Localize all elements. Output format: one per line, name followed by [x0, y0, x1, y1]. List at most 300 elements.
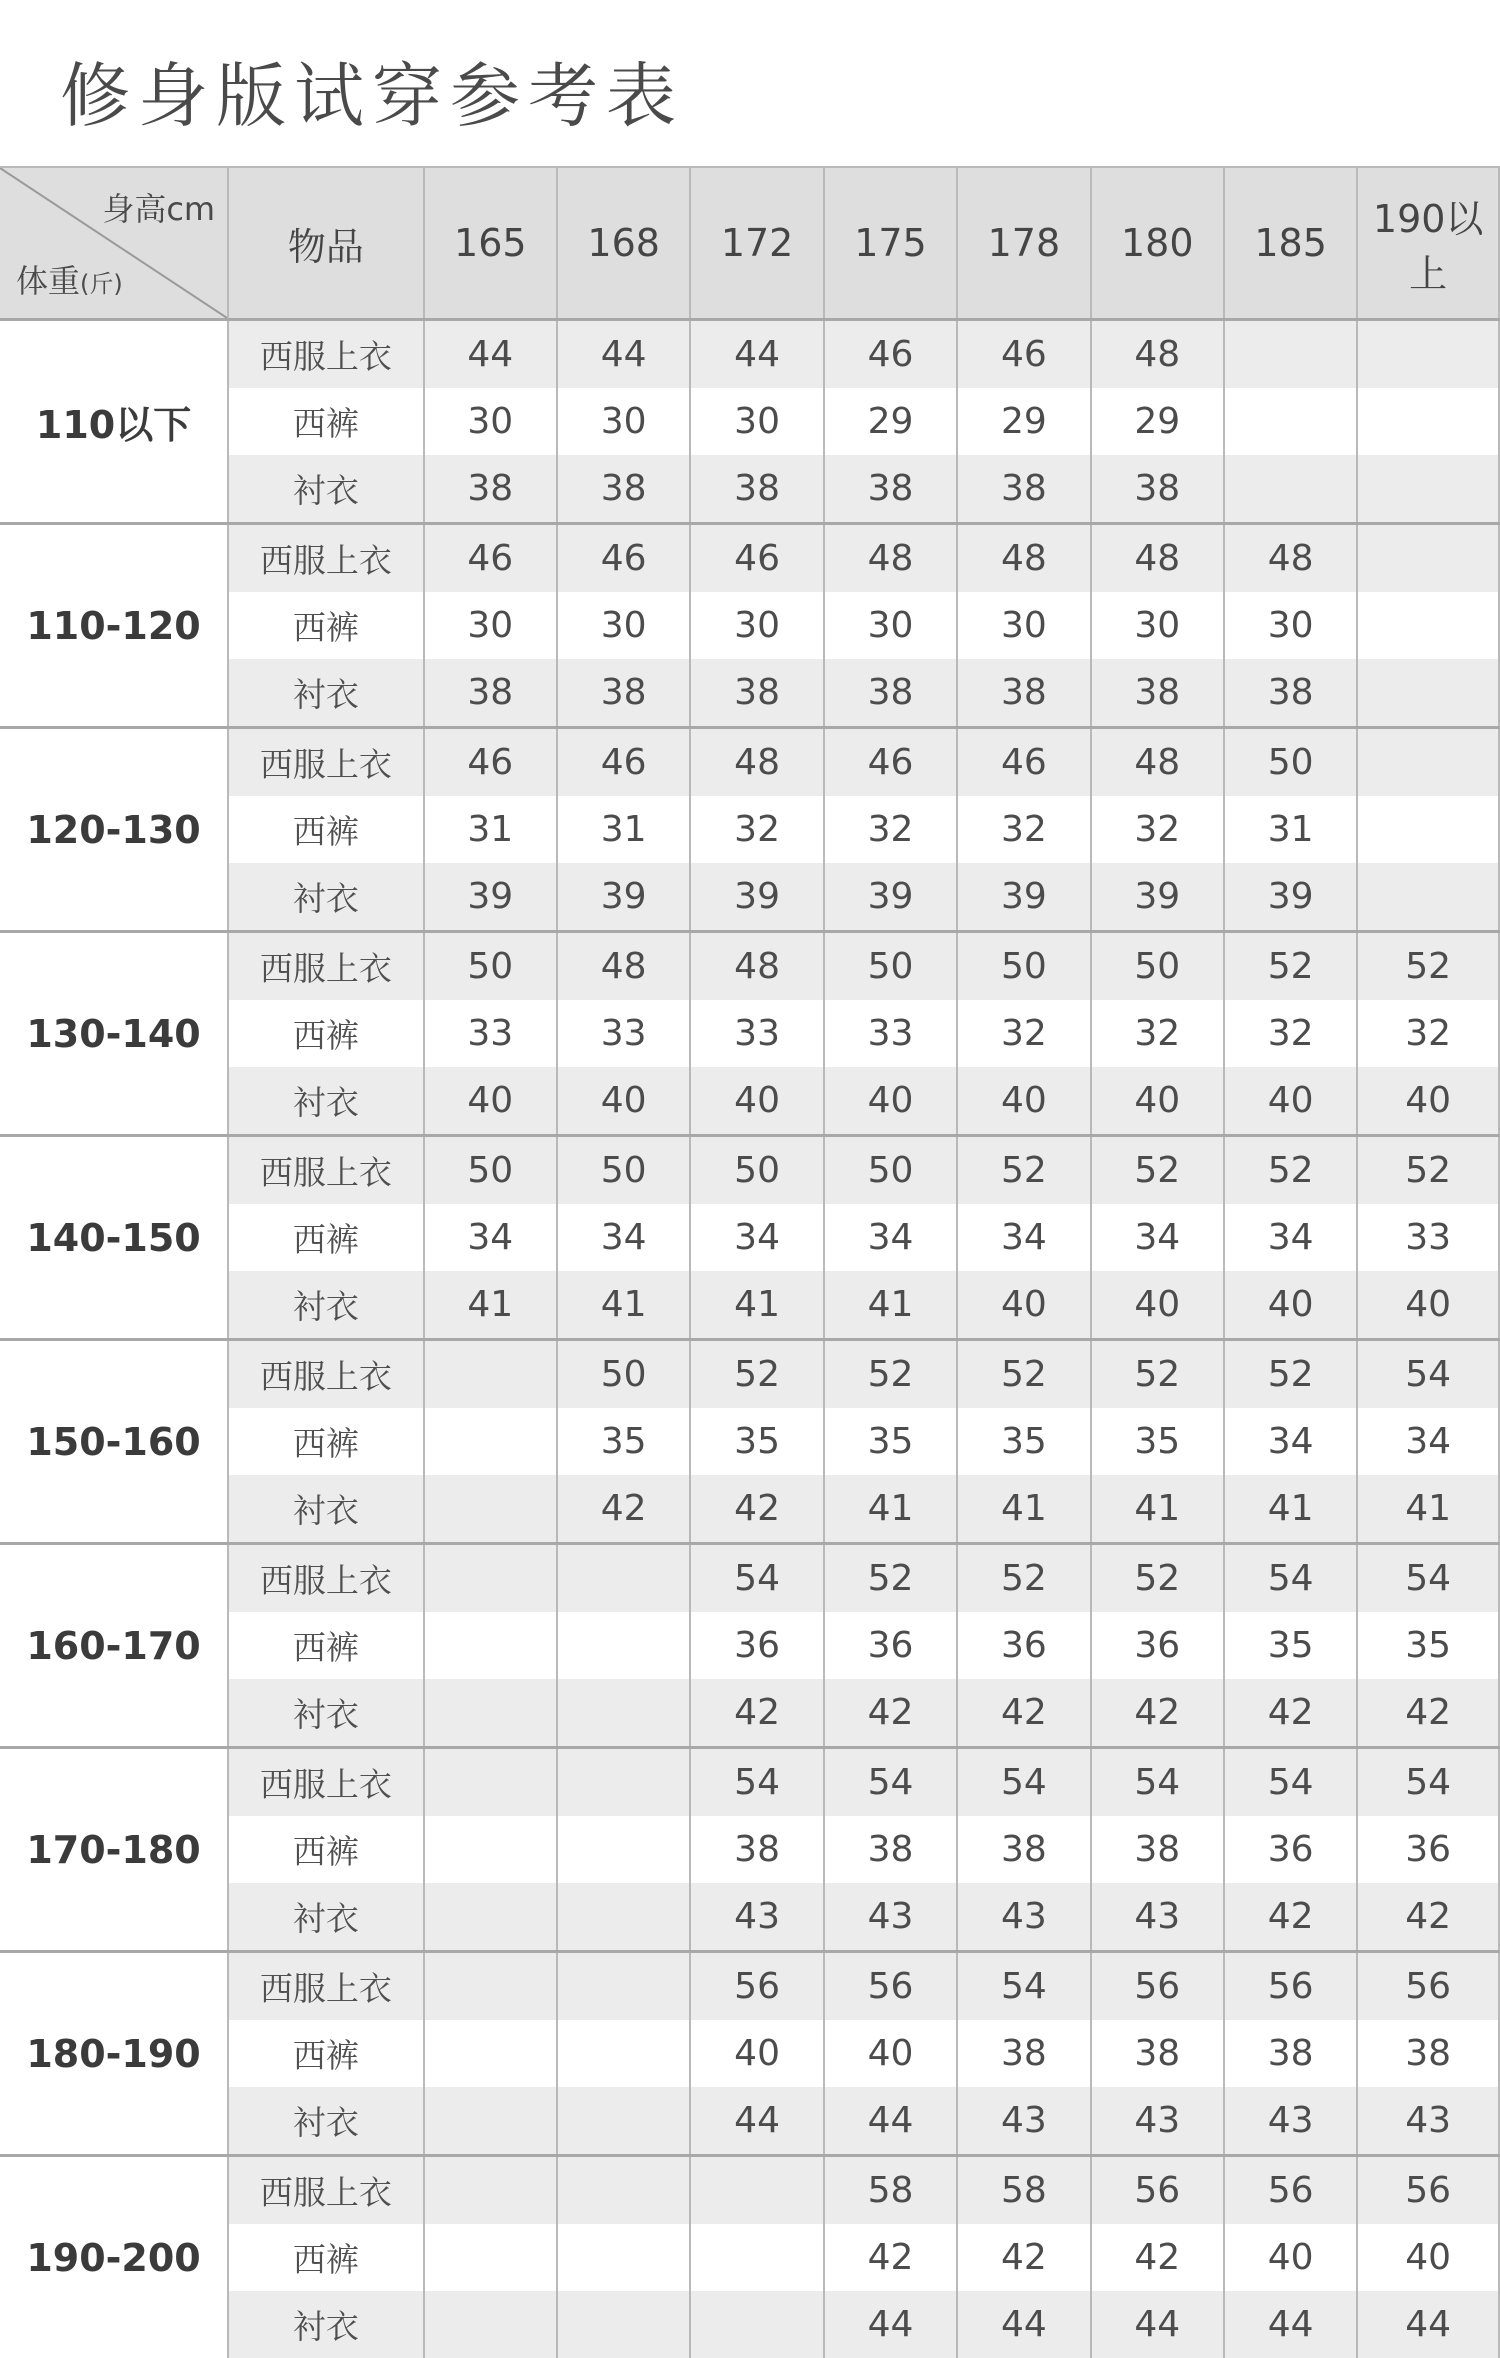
- height-column-header: 185: [1224, 167, 1357, 320]
- size-value-cell: [557, 1544, 690, 1613]
- size-value-cell: 48: [557, 932, 690, 1001]
- size-value-cell: 36: [1357, 1816, 1499, 1883]
- size-value-cell: 52: [1224, 932, 1357, 1001]
- size-value-cell: 54: [957, 1952, 1090, 2021]
- size-value-cell: 42: [1357, 1679, 1499, 1748]
- size-value-cell: 33: [424, 1000, 557, 1067]
- size-value-cell: 58: [824, 2156, 957, 2225]
- size-value-cell: [424, 1816, 557, 1883]
- size-value-cell: 29: [824, 388, 957, 455]
- size-value-cell: 56: [1224, 2156, 1357, 2225]
- size-value-cell: 29: [1091, 388, 1224, 455]
- size-value-cell: 43: [1091, 1883, 1224, 1952]
- size-value-cell: 43: [957, 2087, 1090, 2156]
- size-value-cell: 56: [1357, 1952, 1499, 2021]
- size-value-cell: 36: [824, 1612, 957, 1679]
- size-value-cell: 46: [824, 320, 957, 389]
- size-value-cell: [1357, 320, 1499, 389]
- size-value-cell: 40: [1091, 1067, 1224, 1136]
- size-value-cell: 40: [957, 1067, 1090, 1136]
- weight-range-cell: 130-140: [0, 932, 228, 1136]
- size-value-cell: [424, 2224, 557, 2291]
- size-value-cell: 38: [557, 659, 690, 728]
- item-name-cell: 衬衣: [228, 1271, 424, 1340]
- item-name-cell: 衬衣: [228, 1067, 424, 1136]
- size-value-cell: 41: [1091, 1475, 1224, 1544]
- size-value-cell: 35: [957, 1408, 1090, 1475]
- size-value-cell: [1224, 320, 1357, 389]
- size-value-cell: [1357, 388, 1499, 455]
- weight-range-cell: 120-130: [0, 728, 228, 932]
- size-value-cell: [424, 1883, 557, 1952]
- table-row: [0, 728, 1499, 797]
- size-value-cell: 44: [690, 320, 823, 389]
- size-value-cell: 38: [824, 455, 957, 524]
- item-name-cell: 西服上衣: [228, 1748, 424, 1817]
- size-value-cell: 32: [1091, 1000, 1224, 1067]
- size-value-cell: 35: [1091, 1408, 1224, 1475]
- size-value-cell: 44: [424, 320, 557, 389]
- size-value-cell: 56: [690, 1952, 823, 2021]
- size-value-cell: 48: [1224, 524, 1357, 593]
- size-value-cell: 31: [424, 796, 557, 863]
- size-value-cell: 50: [557, 1340, 690, 1409]
- size-value-cell: 30: [690, 388, 823, 455]
- size-value-cell: 42: [957, 2224, 1090, 2291]
- size-value-cell: 56: [1091, 1952, 1224, 2021]
- size-value-cell: 39: [824, 863, 957, 932]
- size-value-cell: 48: [1091, 524, 1224, 593]
- size-value-cell: 30: [424, 592, 557, 659]
- size-value-cell: [424, 1408, 557, 1475]
- size-value-cell: 43: [1357, 2087, 1499, 2156]
- size-value-cell: 36: [957, 1612, 1090, 1679]
- item-name-cell: 西服上衣: [228, 1952, 424, 2021]
- item-name-cell: 衬衣: [228, 1679, 424, 1748]
- size-value-cell: 32: [690, 796, 823, 863]
- size-value-cell: [557, 1816, 690, 1883]
- size-value-cell: 52: [957, 1340, 1090, 1409]
- size-value-cell: 50: [957, 932, 1090, 1001]
- table-header-row: [0, 167, 1499, 320]
- size-value-cell: 40: [1224, 2224, 1357, 2291]
- item-name-cell: 西裤: [228, 2224, 424, 2291]
- size-value-cell: 54: [1224, 1544, 1357, 1613]
- size-value-cell: 34: [424, 1204, 557, 1271]
- size-value-cell: 44: [690, 2087, 823, 2156]
- size-value-cell: 32: [824, 796, 957, 863]
- size-value-cell: 54: [690, 1544, 823, 1613]
- size-value-cell: 50: [1091, 932, 1224, 1001]
- item-name-cell: 西服上衣: [228, 524, 424, 593]
- table-row: [0, 1544, 1499, 1613]
- size-value-cell: 43: [957, 1883, 1090, 1952]
- size-value-cell: 39: [557, 863, 690, 932]
- size-value-cell: 50: [824, 1136, 957, 1205]
- size-value-cell: 42: [1091, 2224, 1224, 2291]
- table-row: [0, 1340, 1499, 1409]
- size-value-cell: [557, 2087, 690, 2156]
- size-value-cell: 41: [1224, 1475, 1357, 1544]
- corner-weight-label: [16, 256, 123, 302]
- size-value-cell: 32: [957, 1000, 1090, 1067]
- size-value-cell: 40: [824, 1067, 957, 1136]
- size-value-cell: 34: [690, 1204, 823, 1271]
- item-name-cell: 衬衣: [228, 1883, 424, 1952]
- size-value-cell: 40: [424, 1067, 557, 1136]
- size-value-cell: [1357, 524, 1499, 593]
- size-value-cell: 32: [1357, 1000, 1499, 1067]
- table-row: [0, 524, 1499, 593]
- table-row: [0, 932, 1499, 1001]
- size-value-cell: 43: [1091, 2087, 1224, 2156]
- size-value-cell: 48: [690, 932, 823, 1001]
- size-value-cell: 34: [824, 1204, 957, 1271]
- size-value-cell: 52: [957, 1136, 1090, 1205]
- size-value-cell: 35: [690, 1408, 823, 1475]
- size-value-cell: 54: [1357, 1544, 1499, 1613]
- size-value-cell: 54: [690, 1748, 823, 1817]
- size-reference-table: [0, 166, 1500, 2358]
- size-value-cell: [424, 1544, 557, 1613]
- size-value-cell: 41: [557, 1271, 690, 1340]
- size-value-cell: [1224, 455, 1357, 524]
- size-value-cell: 41: [1357, 1475, 1499, 1544]
- size-value-cell: [424, 1475, 557, 1544]
- size-value-cell: 40: [557, 1067, 690, 1136]
- size-value-cell: [1357, 659, 1499, 728]
- size-value-cell: [557, 2156, 690, 2225]
- size-value-cell: 46: [424, 728, 557, 797]
- size-value-cell: 38: [957, 2020, 1090, 2087]
- size-value-cell: 40: [1091, 1271, 1224, 1340]
- size-value-cell: 42: [1357, 1883, 1499, 1952]
- item-name-cell: 西服上衣: [228, 2156, 424, 2225]
- size-value-cell: 34: [1091, 1204, 1224, 1271]
- size-value-cell: 54: [824, 1748, 957, 1817]
- height-column-header: 178: [957, 167, 1090, 320]
- item-name-cell: 西裤: [228, 1816, 424, 1883]
- size-value-cell: 33: [824, 1000, 957, 1067]
- size-value-cell: 32: [957, 796, 1090, 863]
- size-value-cell: 39: [957, 863, 1090, 932]
- size-value-cell: 52: [690, 1340, 823, 1409]
- item-name-cell: 西裤: [228, 388, 424, 455]
- item-column-header: 物品: [228, 167, 424, 320]
- size-value-cell: 30: [557, 592, 690, 659]
- size-value-cell: 33: [1357, 1204, 1499, 1271]
- size-value-cell: [1357, 728, 1499, 797]
- size-value-cell: 56: [1224, 1952, 1357, 2021]
- size-value-cell: 48: [957, 524, 1090, 593]
- size-value-cell: 52: [824, 1340, 957, 1409]
- size-value-cell: 39: [1224, 863, 1357, 932]
- size-value-cell: [424, 1340, 557, 1409]
- item-name-cell: 西裤: [228, 2020, 424, 2087]
- height-column-header: 180: [1091, 167, 1224, 320]
- size-value-cell: 38: [1224, 2020, 1357, 2087]
- size-value-cell: 42: [957, 1679, 1090, 1748]
- size-value-cell: 54: [1224, 1748, 1357, 1817]
- size-value-cell: [424, 2156, 557, 2225]
- size-value-cell: 30: [1091, 592, 1224, 659]
- size-value-cell: [424, 2020, 557, 2087]
- table-row: [0, 320, 1499, 389]
- size-value-cell: 44: [557, 320, 690, 389]
- size-value-cell: [690, 2224, 823, 2291]
- size-value-cell: 34: [1224, 1204, 1357, 1271]
- weight-range-cell: 160-170: [0, 1544, 228, 1748]
- size-value-cell: 41: [690, 1271, 823, 1340]
- size-value-cell: [690, 2156, 823, 2225]
- size-value-cell: 42: [824, 2224, 957, 2291]
- size-value-cell: 38: [690, 455, 823, 524]
- size-value-cell: 52: [1224, 1136, 1357, 1205]
- size-value-cell: 36: [1091, 1612, 1224, 1679]
- height-column-header: 165: [424, 167, 557, 320]
- size-value-cell: 46: [957, 728, 1090, 797]
- size-value-cell: 40: [1357, 1271, 1499, 1340]
- size-value-cell: 52: [1357, 932, 1499, 1001]
- size-value-cell: 38: [424, 455, 557, 524]
- size-value-cell: [1357, 455, 1499, 524]
- size-value-cell: 52: [957, 1544, 1090, 1613]
- table-row: [0, 2156, 1499, 2225]
- table-row: [0, 1952, 1499, 2021]
- size-value-cell: 46: [824, 728, 957, 797]
- size-value-cell: 42: [824, 1679, 957, 1748]
- size-value-cell: [424, 2291, 557, 2358]
- size-value-cell: 38: [1357, 2020, 1499, 2087]
- size-value-cell: 41: [824, 1271, 957, 1340]
- item-name-cell: 衬衣: [228, 2087, 424, 2156]
- size-value-cell: 35: [1357, 1612, 1499, 1679]
- size-value-cell: 52: [1091, 1136, 1224, 1205]
- size-value-cell: [1357, 863, 1499, 932]
- height-column-header: 172: [690, 167, 823, 320]
- size-value-cell: 38: [1224, 659, 1357, 728]
- table-row: [0, 1136, 1499, 1205]
- size-value-cell: [557, 2224, 690, 2291]
- size-value-cell: 50: [690, 1136, 823, 1205]
- size-value-cell: 44: [824, 2087, 957, 2156]
- size-value-cell: 38: [1091, 1816, 1224, 1883]
- size-value-cell: 44: [824, 2291, 957, 2358]
- size-value-cell: 41: [824, 1475, 957, 1544]
- size-value-cell: 42: [690, 1475, 823, 1544]
- size-value-cell: 52: [1224, 1340, 1357, 1409]
- size-value-cell: 54: [1357, 1340, 1499, 1409]
- size-value-cell: 43: [824, 1883, 957, 1952]
- size-value-cell: 50: [1224, 728, 1357, 797]
- size-value-cell: 58: [957, 2156, 1090, 2225]
- item-name-cell: 西裤: [228, 592, 424, 659]
- size-value-cell: 42: [690, 1679, 823, 1748]
- size-value-cell: 54: [957, 1748, 1090, 1817]
- size-value-cell: 38: [1091, 2020, 1224, 2087]
- size-value-cell: [557, 2020, 690, 2087]
- weight-range-cell: 140-150: [0, 1136, 228, 1340]
- size-value-cell: [424, 1612, 557, 1679]
- size-value-cell: 46: [557, 524, 690, 593]
- size-value-cell: 43: [1224, 2087, 1357, 2156]
- weight-range-cell: 170-180: [0, 1748, 228, 1952]
- size-value-cell: 38: [824, 1816, 957, 1883]
- corner-height-label: 身高cm: [102, 184, 215, 230]
- item-name-cell: 西服上衣: [228, 320, 424, 389]
- item-name-cell: 西服上衣: [228, 1544, 424, 1613]
- size-value-cell: 33: [557, 1000, 690, 1067]
- size-value-cell: 46: [957, 320, 1090, 389]
- size-value-cell: 42: [557, 1475, 690, 1544]
- size-value-cell: 44: [957, 2291, 1090, 2358]
- weight-range-cell: 190-200: [0, 2156, 228, 2358]
- size-value-cell: 38: [690, 1816, 823, 1883]
- size-value-cell: 40: [824, 2020, 957, 2087]
- weight-range-cell: 150-160: [0, 1340, 228, 1544]
- size-value-cell: 32: [1224, 1000, 1357, 1067]
- size-value-cell: 34: [1357, 1408, 1499, 1475]
- size-value-cell: 44: [1357, 2291, 1499, 2358]
- size-value-cell: 40: [1224, 1271, 1357, 1340]
- size-value-cell: 50: [824, 932, 957, 1001]
- item-name-cell: 西服上衣: [228, 728, 424, 797]
- size-value-cell: 48: [690, 728, 823, 797]
- size-value-cell: 38: [957, 1816, 1090, 1883]
- item-name-cell: 西裤: [228, 1000, 424, 1067]
- size-value-cell: [557, 1748, 690, 1817]
- size-value-cell: 56: [1091, 2156, 1224, 2225]
- size-value-cell: 46: [690, 524, 823, 593]
- size-value-cell: 38: [424, 659, 557, 728]
- size-value-cell: 40: [690, 1067, 823, 1136]
- size-value-cell: 40: [957, 1271, 1090, 1340]
- size-value-cell: 44: [1091, 2291, 1224, 2358]
- item-name-cell: 西裤: [228, 1612, 424, 1679]
- item-name-cell: 衬衣: [228, 659, 424, 728]
- size-value-cell: 44: [1224, 2291, 1357, 2358]
- item-name-cell: 西服上衣: [228, 932, 424, 1001]
- size-value-cell: 39: [424, 863, 557, 932]
- size-value-cell: [557, 1612, 690, 1679]
- item-name-cell: 西裤: [228, 1408, 424, 1475]
- size-value-cell: [424, 1952, 557, 2021]
- size-value-cell: 40: [1357, 2224, 1499, 2291]
- size-value-cell: 36: [690, 1612, 823, 1679]
- weight-range-cell: 180-190: [0, 1952, 228, 2156]
- size-value-cell: 30: [424, 388, 557, 455]
- item-name-cell: 衬衣: [228, 455, 424, 524]
- size-value-cell: 39: [1091, 863, 1224, 932]
- size-value-cell: 52: [1357, 1136, 1499, 1205]
- size-value-cell: 38: [824, 659, 957, 728]
- size-value-cell: 40: [1357, 1067, 1499, 1136]
- size-value-cell: 31: [1224, 796, 1357, 863]
- item-name-cell: 衬衣: [228, 863, 424, 932]
- weight-range-cell: 110-120: [0, 524, 228, 728]
- size-value-cell: 50: [424, 932, 557, 1001]
- size-value-cell: 48: [1091, 728, 1224, 797]
- size-value-cell: [1357, 592, 1499, 659]
- size-value-cell: 43: [690, 1883, 823, 1952]
- item-name-cell: 西裤: [228, 796, 424, 863]
- size-value-cell: 56: [1357, 2156, 1499, 2225]
- size-value-cell: 38: [957, 659, 1090, 728]
- size-value-cell: 30: [690, 592, 823, 659]
- item-name-cell: 衬衣: [228, 2291, 424, 2358]
- size-value-cell: [557, 2291, 690, 2358]
- size-value-cell: 52: [824, 1544, 957, 1613]
- size-value-cell: 30: [557, 388, 690, 455]
- size-value-cell: 42: [1224, 1883, 1357, 1952]
- page-title: 修身版试穿参考表: [60, 36, 684, 156]
- size-value-cell: [557, 1883, 690, 1952]
- size-value-cell: [424, 2087, 557, 2156]
- size-value-cell: 50: [424, 1136, 557, 1205]
- table-body: [0, 320, 1499, 2358]
- corner-weight-text: 体重: [16, 262, 80, 300]
- size-value-cell: 30: [824, 592, 957, 659]
- size-value-cell: [424, 1748, 557, 1817]
- size-value-cell: 56: [824, 1952, 957, 2021]
- size-value-cell: 34: [1224, 1408, 1357, 1475]
- size-value-cell: 54: [1091, 1748, 1224, 1817]
- size-value-cell: [690, 2291, 823, 2358]
- table-row: [0, 1748, 1499, 1817]
- size-value-cell: 31: [557, 796, 690, 863]
- size-value-cell: [557, 1679, 690, 1748]
- size-value-cell: 41: [424, 1271, 557, 1340]
- size-value-cell: 38: [557, 455, 690, 524]
- size-value-cell: 54: [1357, 1748, 1499, 1817]
- size-value-cell: 36: [1224, 1816, 1357, 1883]
- size-value-cell: 38: [1091, 455, 1224, 524]
- size-value-cell: 38: [957, 455, 1090, 524]
- item-name-cell: 西服上衣: [228, 1340, 424, 1409]
- item-name-cell: 衬衣: [228, 1475, 424, 1544]
- weight-range-cell: 110以下: [0, 320, 228, 524]
- corner-weight-unit: (斤): [80, 270, 123, 298]
- height-column-header: 175: [824, 167, 957, 320]
- size-value-cell: 38: [1091, 659, 1224, 728]
- size-value-cell: [557, 1952, 690, 2021]
- size-value-cell: 50: [557, 1136, 690, 1205]
- item-name-cell: 西裤: [228, 1204, 424, 1271]
- item-name-cell: 西服上衣: [228, 1136, 424, 1205]
- size-value-cell: 35: [824, 1408, 957, 1475]
- size-value-cell: 52: [1091, 1544, 1224, 1613]
- size-value-cell: 46: [424, 524, 557, 593]
- size-value-cell: 40: [690, 2020, 823, 2087]
- corner-header: [0, 167, 228, 320]
- height-column-header: 168: [557, 167, 690, 320]
- size-value-cell: 30: [1224, 592, 1357, 659]
- size-value-cell: 38: [690, 659, 823, 728]
- height-column-header: 190以上: [1357, 167, 1499, 320]
- size-value-cell: 34: [557, 1204, 690, 1271]
- size-value-cell: [424, 1679, 557, 1748]
- size-value-cell: 39: [690, 863, 823, 932]
- size-value-cell: 34: [957, 1204, 1090, 1271]
- size-value-cell: 33: [690, 1000, 823, 1067]
- size-value-cell: 48: [824, 524, 957, 593]
- size-value-cell: 32: [1091, 796, 1224, 863]
- size-value-cell: [1224, 388, 1357, 455]
- size-value-cell: 52: [1091, 1340, 1224, 1409]
- size-value-cell: 42: [1224, 1679, 1357, 1748]
- size-value-cell: 40: [1224, 1067, 1357, 1136]
- size-value-cell: 42: [1091, 1679, 1224, 1748]
